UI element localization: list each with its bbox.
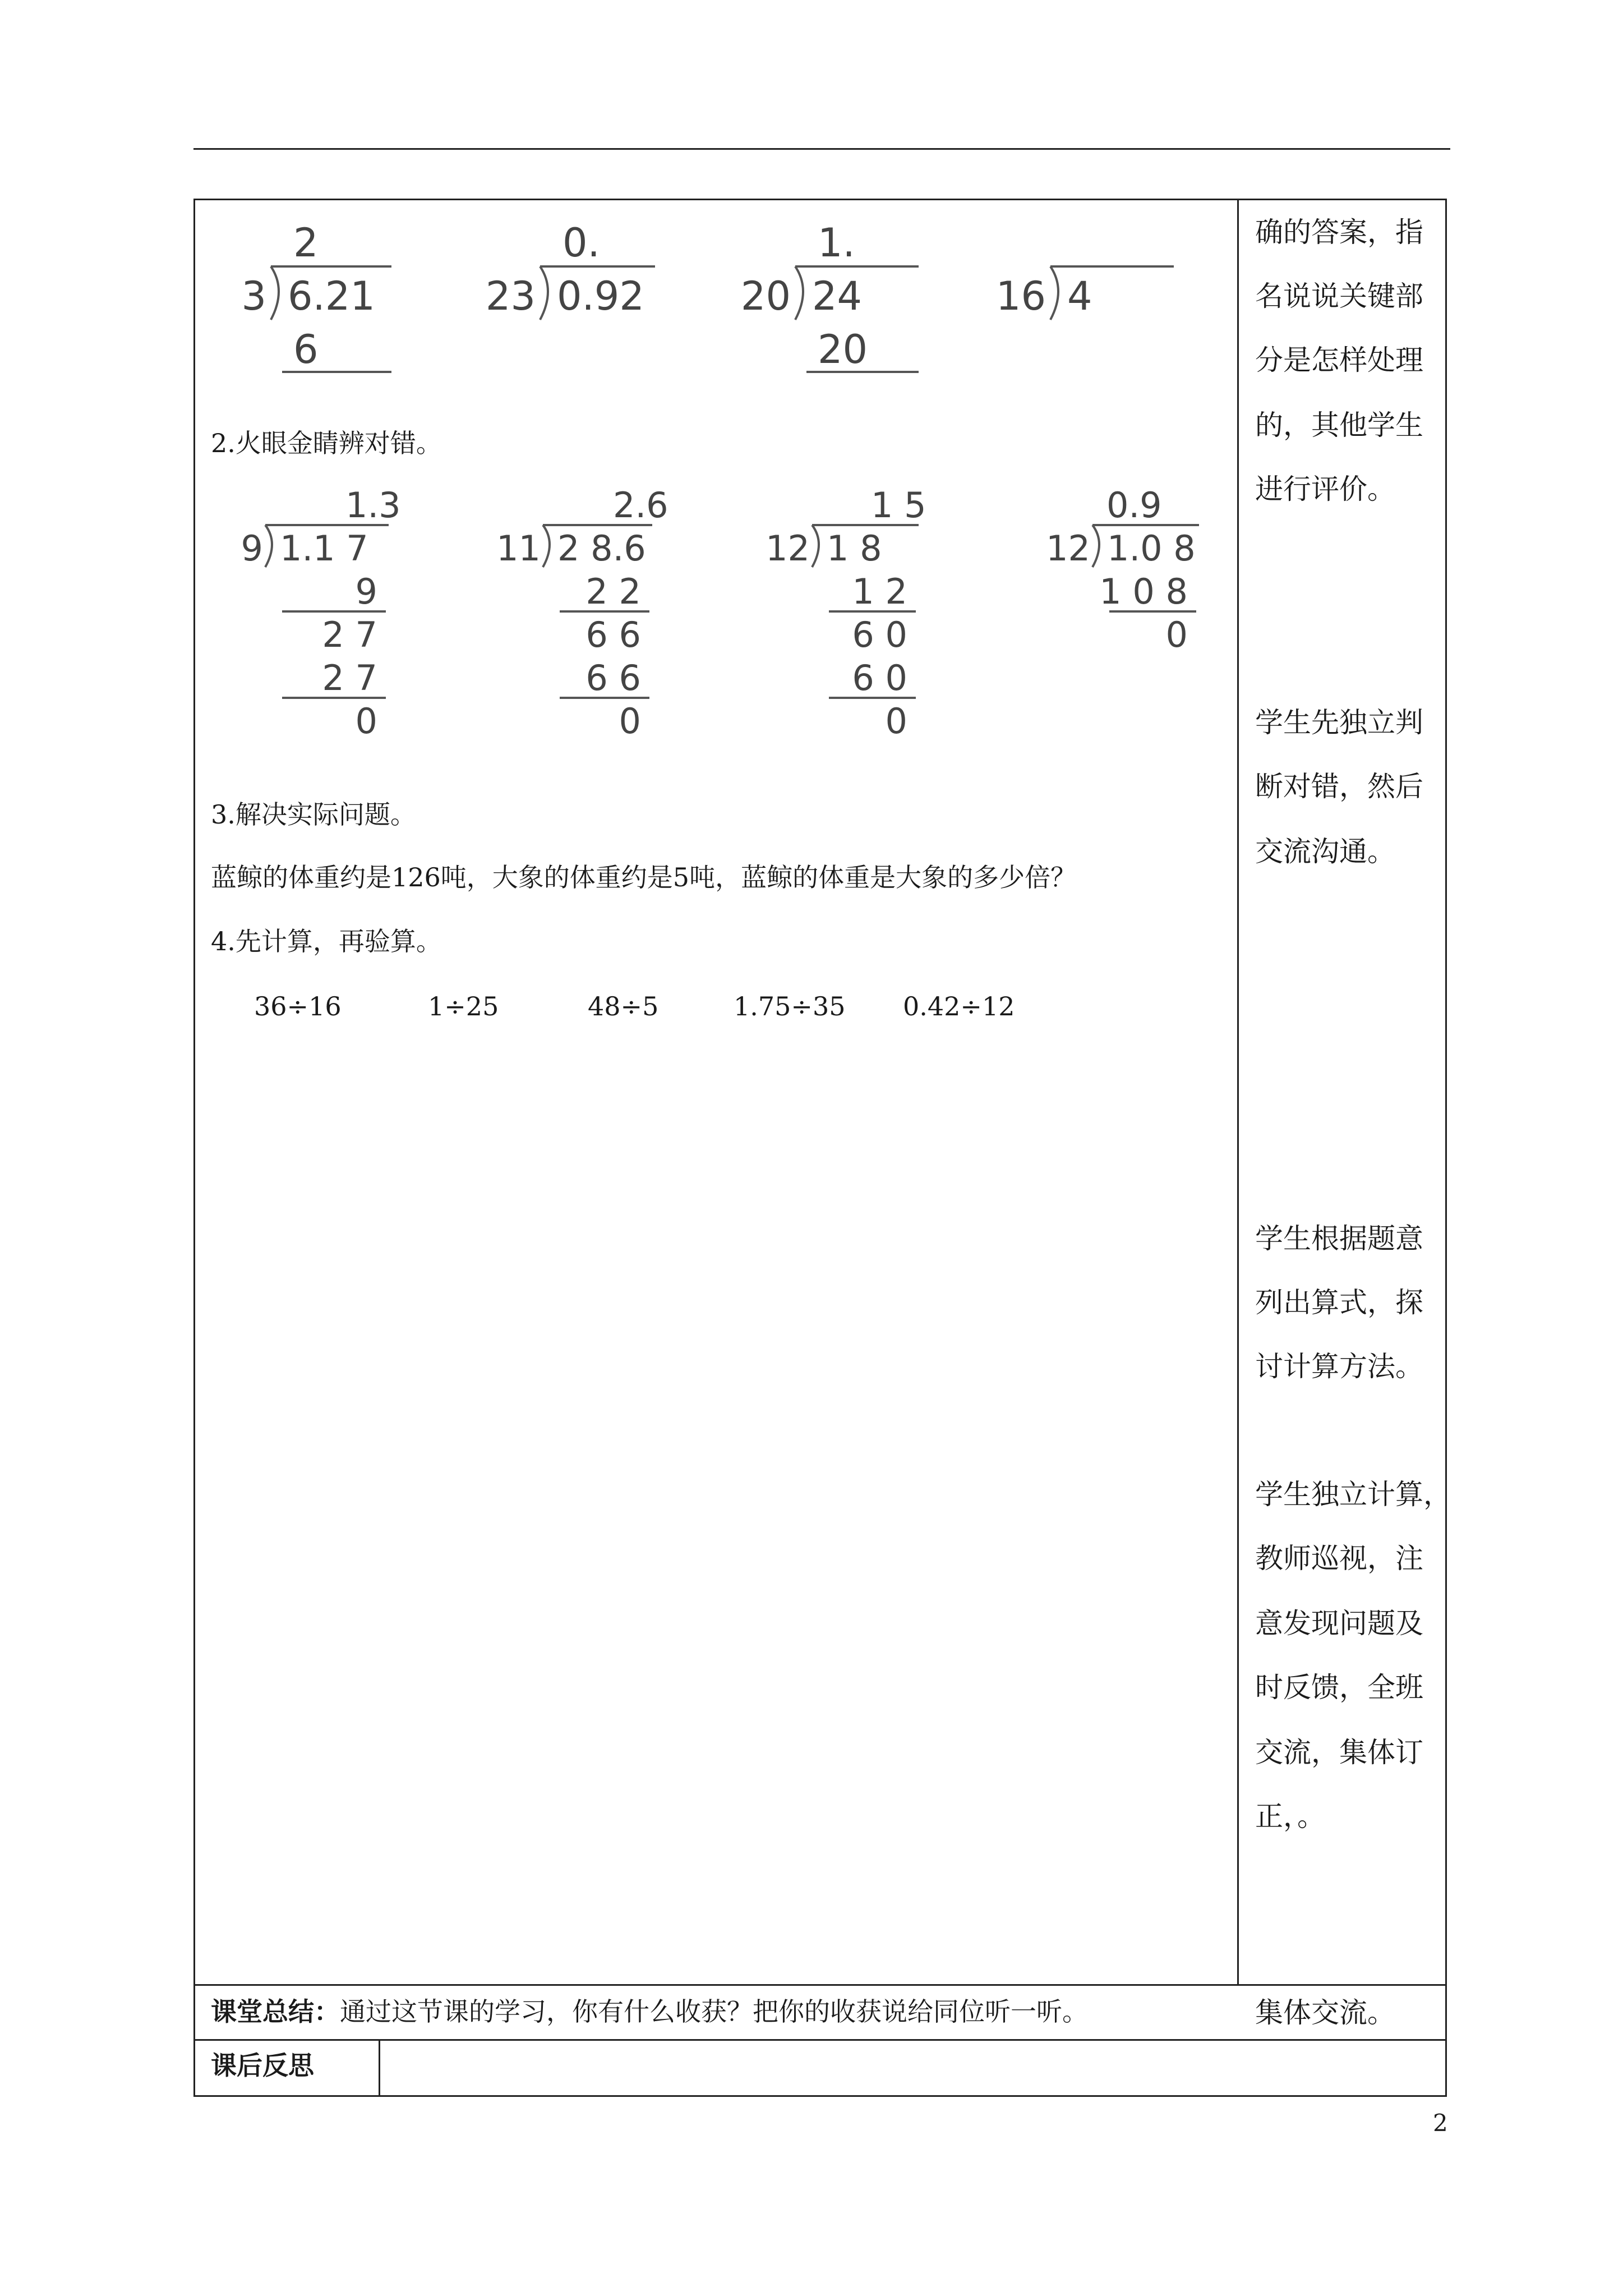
dividend-text: 24 — [812, 273, 863, 319]
section3-heading: 3.解决实际问题。 — [211, 799, 416, 830]
division-bracket — [812, 525, 819, 567]
side-note-line: 交流沟通。 — [1255, 835, 1395, 868]
step-text: 2 7 — [322, 614, 377, 655]
step-text: 9 — [355, 571, 377, 612]
reflection-label: 课后反思 — [211, 2050, 314, 2081]
quotient-text: 2 — [293, 220, 319, 266]
section2-heading: 2.火眼金睛辨对错。 — [211, 428, 442, 458]
step-text: 2 2 — [585, 571, 641, 612]
section4-heading: 4.先计算，再验算。 — [211, 926, 442, 956]
division-bracket — [1050, 266, 1058, 320]
divisor-text: 11 — [496, 528, 541, 569]
side-note-line: 正，。 — [1255, 1800, 1325, 1833]
side-note-line: 学生根据题意 — [1255, 1222, 1423, 1255]
table-row-divider — [195, 2039, 1445, 2041]
side-note-line: 断对错，然后 — [1255, 770, 1423, 803]
divisor-text: 16 — [995, 273, 1046, 319]
step-text: 6 6 — [585, 657, 641, 698]
step-text: 2 7 — [322, 657, 377, 698]
divisor-text: 12 — [766, 528, 810, 569]
division-bracket — [265, 525, 272, 567]
side-note-line: 意发现问题及 — [1255, 1607, 1423, 1640]
section2-division-exercises — [195, 481, 1233, 817]
side-note-line: 确的答案，指 — [1255, 216, 1423, 249]
section4-item: 36÷16 — [254, 991, 342, 1022]
section4-item: 48÷5 — [588, 991, 659, 1022]
quotient-text: 0.9 — [1106, 485, 1162, 526]
quotient-text: 0. — [562, 220, 600, 266]
section3-problem-text: 蓝鲸的体重约是126吨，大象的体重约是5吨，蓝鲸的体重是大象的多少倍？ — [211, 862, 1077, 892]
dividend-text: 1.1 7 — [280, 528, 368, 569]
lesson-plan-table — [193, 199, 1451, 2097]
step-text: 0 — [619, 701, 641, 742]
side-note-line: 的，其他学生 — [1255, 409, 1423, 441]
side-note-line: 讨计算方法。 — [1255, 1350, 1423, 1383]
step-text: 6 0 — [852, 614, 907, 655]
division-bracket — [543, 525, 550, 567]
step-text: 6 0 — [852, 657, 907, 698]
divisor-text: 20 — [740, 273, 791, 319]
dividend-text: 6.21 — [288, 273, 375, 319]
section4-item: 1÷25 — [428, 991, 499, 1022]
step-text: 6 — [293, 326, 319, 372]
step-text: 20 — [818, 326, 868, 372]
side-note-line: 学生独立计算， — [1255, 1478, 1451, 1511]
quotient-text: 1 5 — [871, 485, 926, 526]
side-note-line: 时反馈，全班 — [1255, 1671, 1423, 1704]
summary-activity: 集体交流。 — [1255, 1996, 1395, 2029]
section1-division-exercises — [195, 200, 1233, 402]
dividend-text: 2 8.6 — [557, 528, 646, 569]
table-row-divider — [195, 1984, 1445, 1986]
dividend-text: 1.0 8 — [1107, 528, 1196, 569]
step-text: 0 — [885, 701, 907, 742]
side-note-line: 交流，集体订 — [1255, 1736, 1423, 1769]
summary-row — [211, 1996, 1088, 2027]
page-number: 2 — [1433, 2109, 1448, 2137]
reflection-column-divider — [379, 2039, 380, 2095]
dividend-text: 4 — [1067, 273, 1092, 319]
step-text: 1 0 8 — [1099, 571, 1188, 612]
division-bracket — [271, 266, 279, 320]
division-bracket — [540, 266, 548, 320]
quotient-text: 1.3 — [345, 485, 401, 526]
divisor-text: 23 — [485, 273, 536, 319]
divisor-text: 9 — [241, 528, 263, 569]
division-bracket — [1092, 525, 1099, 567]
section4-item: 1.75÷35 — [734, 991, 846, 1022]
page-header-rule — [193, 148, 1450, 150]
division-bracket — [795, 266, 803, 320]
divisor-text: 3 — [241, 273, 266, 319]
side-note-line: 分是怎样处理 — [1255, 344, 1423, 376]
step-text: 0 — [355, 701, 377, 742]
quotient-text: 1. — [818, 220, 855, 266]
step-text: 6 6 — [585, 614, 641, 655]
side-note-line: 学生先独立判 — [1255, 706, 1423, 739]
summary-label: 课堂总结： — [211, 1996, 340, 2027]
quotient-text: 2.6 — [613, 485, 668, 526]
summary-text: 通过这节课的学习，你有什么收获？把你的收获说给同位听一听。 — [340, 1996, 1088, 2027]
section4-item: 0.42÷12 — [903, 991, 1015, 1022]
divisor-text: 12 — [1046, 528, 1090, 569]
step-text: 0 — [1165, 614, 1188, 655]
side-note-line: 列出算式，探 — [1255, 1286, 1423, 1319]
side-note-line: 教师巡视，注 — [1255, 1542, 1423, 1575]
table-column-divider — [1237, 200, 1239, 1984]
dividend-text: 1 8 — [827, 528, 882, 569]
side-note-line: 进行评价。 — [1255, 473, 1395, 505]
dividend-text: 0.92 — [557, 273, 644, 319]
side-note-line: 名说说关键部 — [1255, 280, 1423, 312]
step-text: 1 2 — [852, 571, 907, 612]
